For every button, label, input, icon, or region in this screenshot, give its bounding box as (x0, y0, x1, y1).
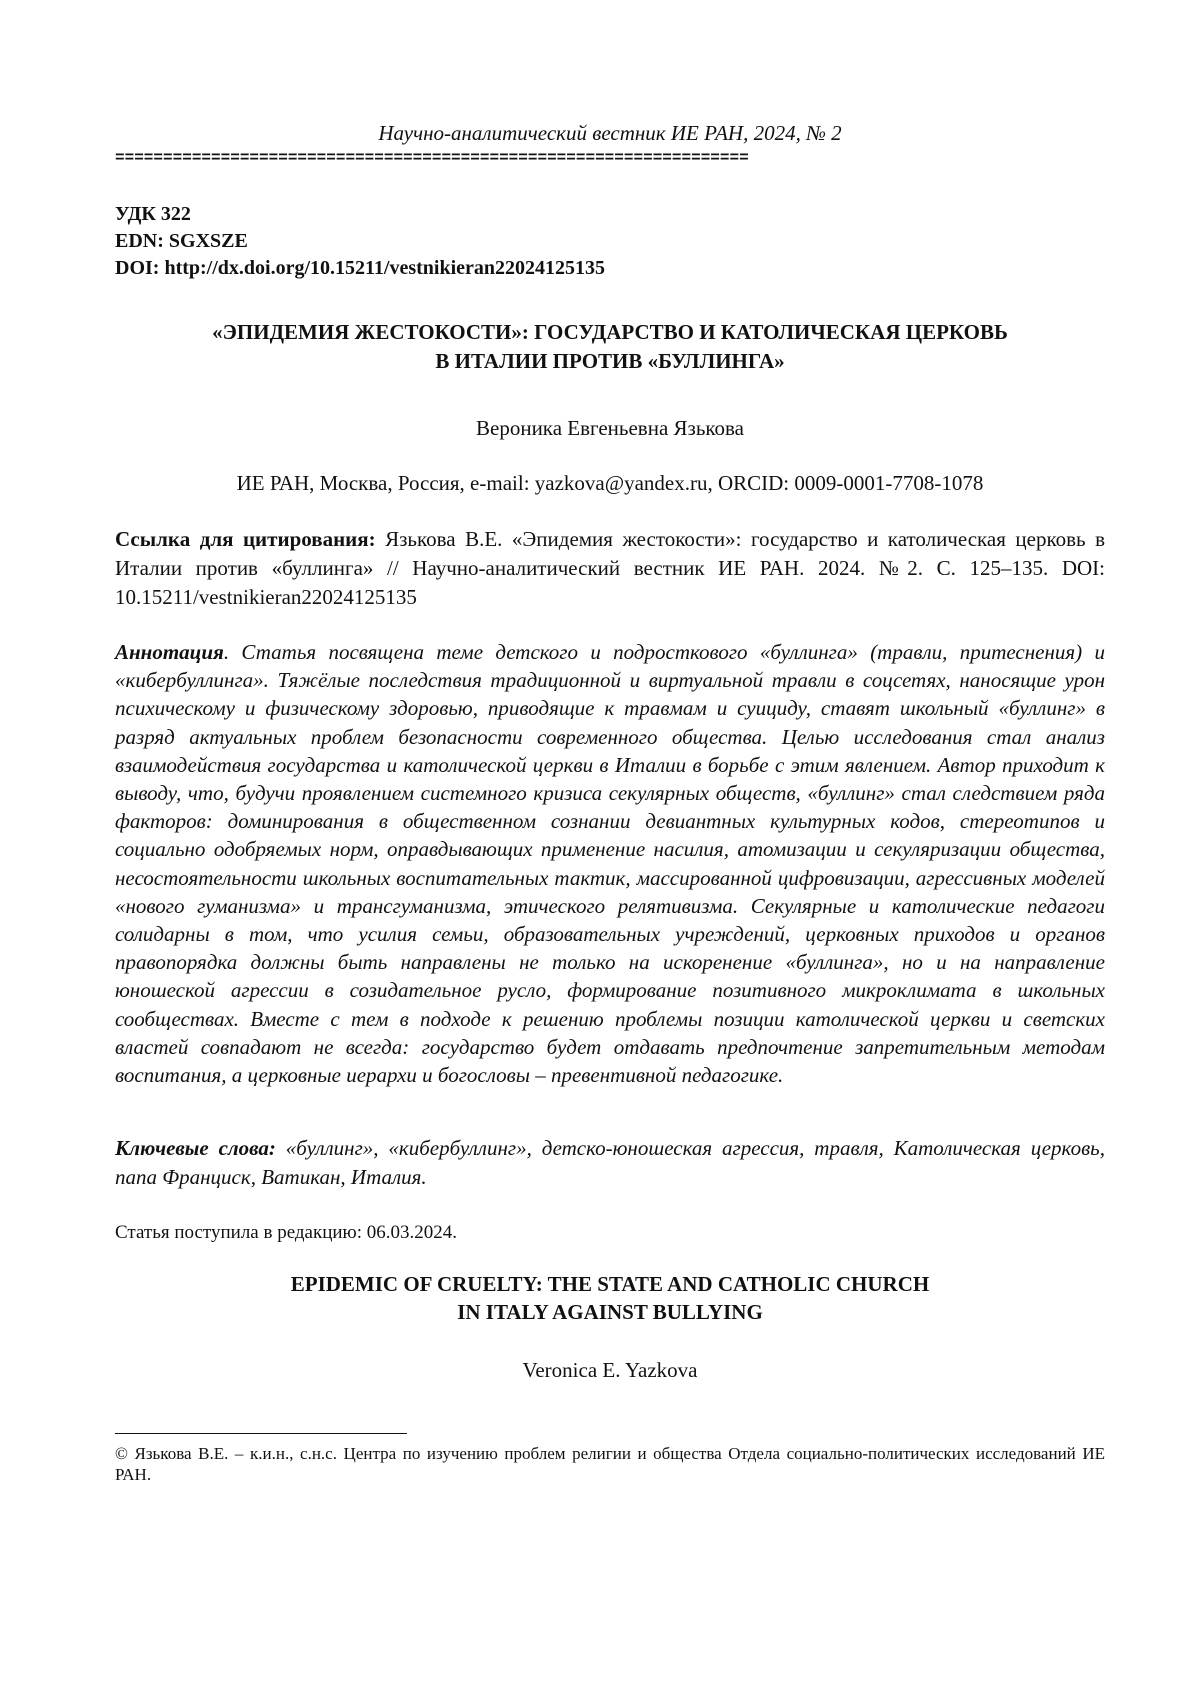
received-date: Статья поступила в редакцию: 06.03.2024. (115, 1222, 458, 1243)
footnote: © Язькова В.Е. – к.и.н., с.н.с. Центра по изучению проблем религии и общества Отдела социально-политических исследований ИЕ РАН. (115, 1444, 1105, 1484)
author-name-en: Veronica E. Yazkova (522, 1358, 698, 1382)
title-ru-line-1: «ЭПИДЕМИЯ ЖЕСТОКОСТИ»: ГОСУДАРСТВО И КАТОЛИЧЕСКАЯ ЦЕРКОВЬ (212, 320, 1008, 344)
title-en-line-1: EPIDEMIC OF CRUELTY: THE STATE AND CATHOLIC CHURCH (290, 1272, 930, 1296)
author-name-ru: Вероника Евгеньевна Язькова (476, 416, 744, 440)
keywords-label: Ключевые слова: (115, 1136, 276, 1160)
article-title-en (115, 1270, 1105, 1326)
citation-text: Язькова В.Е. «Эпидемия жестокости»: государство и католическая церковь в Италии против «буллинга» // Научно-аналитический вестник ИЕ РАН. 2024. №2. С. 125–135. DOI: 10.15211/vestnikieran22024125135 (115, 527, 1105, 609)
edn-code: EDN: SGXSZE (115, 230, 248, 252)
journal-header: Научно-аналитический вестник ИЕ РАН, 2024, № 2 (378, 121, 842, 145)
doi-link[interactable]: DOI: http://dx.doi.org/10.15211/vestnikieran22024125135 (115, 257, 606, 279)
citation-label: Ссылка для цитирования: (115, 527, 376, 551)
title-en-line-2: IN ITALY AGAINST BULLYING (457, 1300, 763, 1324)
footnote-divider (115, 1433, 407, 1434)
article-title-ru (115, 318, 1105, 376)
title-ru-line-2: В ИТАЛИИ ПРОТИВ «БУЛЛИНГА» (435, 349, 785, 373)
citation-block (115, 525, 1105, 612)
keywords-text: «буллинг», «кибербуллинг», детско-юношеская агрессия, травля, Католическая церковь, папа Франциск, Ватикан, Италия. (115, 1136, 1105, 1189)
abstract-block (115, 638, 1105, 1089)
keywords-block (115, 1134, 1105, 1191)
article-metadata (115, 201, 1105, 282)
abstract-label: Аннотация (115, 640, 224, 664)
author-affiliation: ИЕ РАН, Москва, Россия, e-mail: yazkova@yandex.ru, ORCID: 0009-0001-7708-1078 (236, 471, 984, 495)
udk-code: УДК 322 (115, 203, 191, 225)
abstract-text: . Статья посвящена теме детского и подросткового «буллинга» (травли, притеснения) и «кибербуллинга». Тяжёлые последствия традиционной и виртуальной травли в соцсетях, наносящие урон психическому и физическому здоровью, приводящие к травмам и суициду, ставят школьный «буллинг» в разряд актуальных проблем безопасности современного общества. Целью исследования стал анализ взаимодействия государства и католической церкви в Италии в борьбе с этим явлением. Автор приходит к выводу, что, будучи проявлением системного кризиса секулярных обществ, «буллинг» стал следствием ряда факторов: доминирования в общественном сознании девиантных культурных кодов, стереотипов и социально одобряемых норм, оправдывающих применение насилия, атомизации и секуляризации общества, несостоятельности школьных воспитательных тактик, массированной цифровизации, агрессивных моделей «нового гуманизма» и трансгуманизма, этического релятивизма. Секулярные и католические педагоги солидарны в том, что усилия семьи, образовательных учреждений, церковных приходов и органов правопорядка должны быть направлены не только на искоренение «буллинга», но и на направление юношеской агрессии в созидательное русло, формирование позитивного микроклимата в школьных сообществах. Вместе с тем в подходе к решению проблемы позиции католической церкви и светских властей совпадают не всегда: государство будет отдавать предпочтение запретительным методам воспитания, а церковные иерархи и богословы – превентивной педагогике. (115, 640, 1105, 1088)
header-double-rule: ================================================================== (115, 150, 749, 166)
